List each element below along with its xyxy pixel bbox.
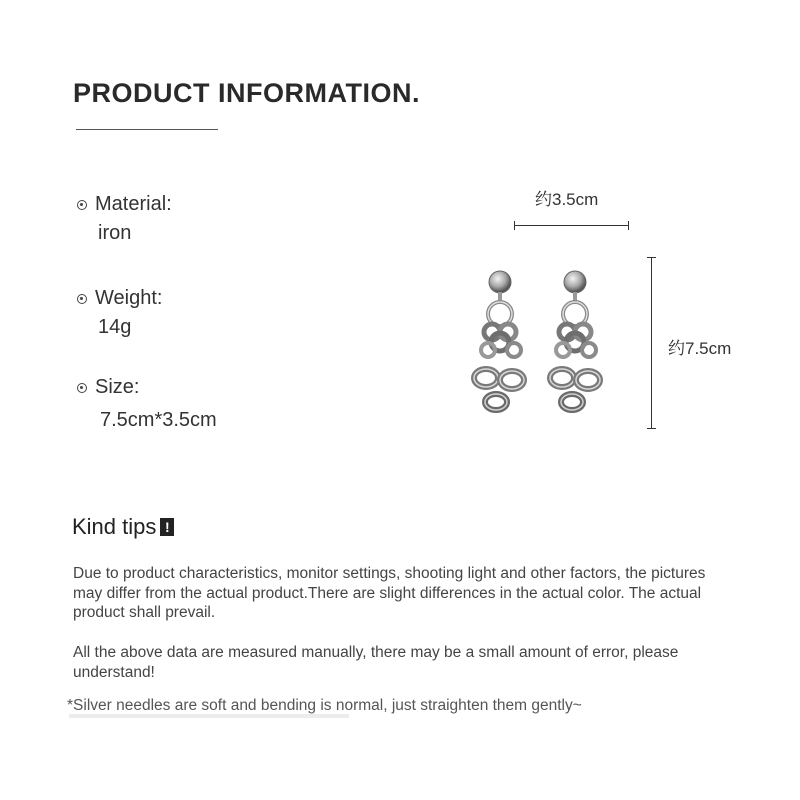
height-dimension-line	[651, 257, 652, 429]
bullet-icon	[77, 200, 87, 210]
earrings-image	[466, 266, 616, 421]
kind-tips-title: Kind tips	[72, 514, 157, 539]
tips-paragraph-2: All the above data are measured manually, there may be a small amount of error, please understand!	[73, 644, 679, 681]
spec-value: iron	[98, 222, 132, 244]
width-dimension-line	[514, 225, 629, 226]
kind-tips-heading	[72, 514, 174, 540]
spec-label: Size:	[95, 376, 140, 398]
spec-value: 14g	[98, 316, 132, 338]
earring-right	[550, 271, 600, 410]
height-dimension-label: 约7.5cm	[668, 339, 732, 358]
tips-paragraph-1: Due to product characteristics, monitor settings, shooting light and other factors, the pictures may differ from the actual product.There are slight differences in the actual color. The actual product shall prevail.	[73, 565, 706, 621]
silver-needle-note: *Silver needles are soft and bending is normal, just straighten them gently~	[67, 697, 582, 714]
bullet-icon	[77, 294, 87, 304]
spec-value: 7.5cm*3.5cm	[100, 409, 217, 431]
warning-icon: !	[160, 518, 174, 536]
spec-material	[77, 193, 172, 245]
spec-weight	[77, 287, 162, 339]
spec-label: Material:	[95, 193, 172, 215]
width-dimension-label: 约3.5cm	[535, 190, 599, 209]
spec-size	[77, 376, 217, 432]
title-underline	[76, 129, 218, 130]
spec-label: Weight:	[95, 287, 163, 309]
bullet-icon	[77, 383, 87, 393]
page-title: PRODUCT INFORMATION.	[73, 78, 420, 108]
earring-left	[474, 271, 524, 410]
